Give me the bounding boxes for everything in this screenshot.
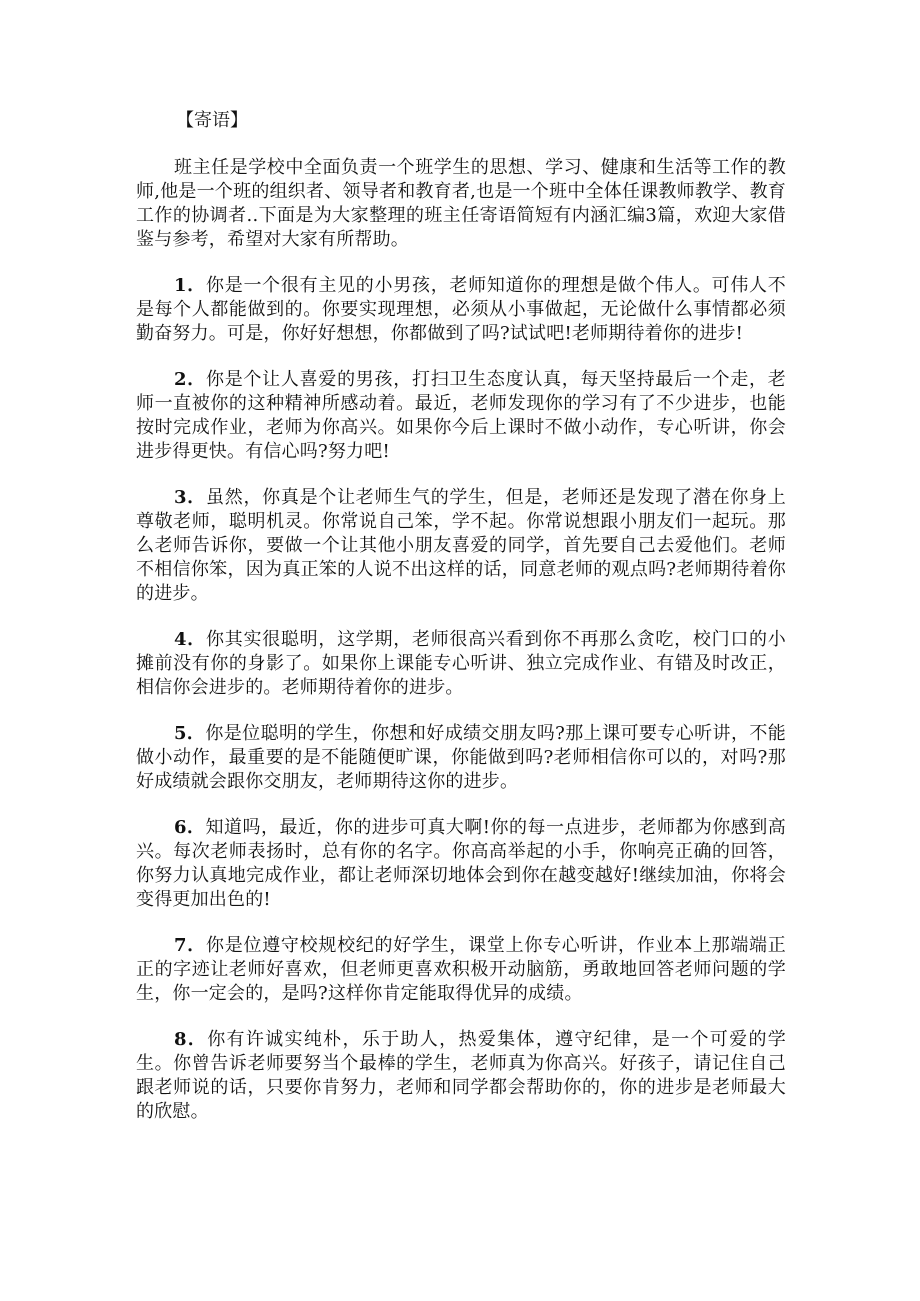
list-item bbox=[136, 722, 786, 794]
item-text: 你是一个很有主见的小男孩，老师知道你的理想是做个伟人。可伟人不是每个人都能做到的。你要实现理想，必须从小事做起，无论做什么事情都必须勤奋努力。可是，你好好想想，你都做到了吗?试试吧!老师期待着你的进步! bbox=[136, 275, 786, 344]
item-text: 虽然，你真是个让老师生气的学生，但是，老师还是发现了潜在你身上尊敬老师，聪明机灵。你常说自己笨，学不起。你常说想跟小朋友们一起玩。那么老师告诉你，要做一个让其他小朋友喜爱的同学，首先要自己去爱他们。老师不相信你笨，因为真正笨的人说不出这样的话，同意老师的观点吗?老师期待着你的进步。 bbox=[136, 487, 786, 604]
list-item bbox=[136, 628, 786, 700]
item-number: 4． bbox=[174, 629, 206, 650]
document-body bbox=[136, 108, 786, 1146]
intro-paragraph: 班主任是学校中全面负责一个班学生的思想、学习、健康和生活等工作的教师,他是一个班的组织者、领导者和教育者,也是一个班中全体任课教师教学、教育工作的协调者..下面是为大家整理的班主任寄语简短有内涵汇编3篇，欢迎大家借鉴与参考，希望对大家有所帮助。 bbox=[136, 157, 786, 250]
item-number: 3． bbox=[174, 487, 206, 508]
item-text: 你有许诚实纯朴，乐于助人，热爱集体，遵守纪律，是一个可爱的学生。你曾告诉老师要努当个最棒的学生，老师真为你高兴。好孩子，请记住自己跟老师说的话，只要你肯努力，老师和同学都会帮助你的，你的进步是老师最大的欣慰。 bbox=[136, 1029, 786, 1122]
list-item bbox=[136, 486, 786, 606]
item-number: 2． bbox=[174, 369, 206, 390]
list-item bbox=[136, 934, 786, 1006]
document-heading: 【寄语】 bbox=[176, 110, 248, 131]
item-text: 你是个让人喜爱的男孩，打扫卫生态度认真，每天坚持最后一个走，老师一直被你的这种精神所感动着。最近，老师发现你的学习有了不少进步，也能按时完成作业，老师为你高兴。如果你今后上课时不做小动作，专心听讲，你会进步得更快。有信心吗?努力吧! bbox=[136, 369, 786, 462]
list-item bbox=[136, 368, 786, 464]
item-text: 你是位聪明的学生，你想和好成绩交朋友吗?那上课可要专心听讲，不能做小动作，最重要的是不能随便旷课，你能做到吗?老师相信你可以的，对吗?那好成绩就会跟你交朋友，老师期待这你的进步。 bbox=[136, 723, 786, 792]
list-item bbox=[136, 274, 786, 346]
list-item bbox=[136, 816, 786, 912]
item-number: 7． bbox=[174, 935, 206, 956]
list-item bbox=[136, 1028, 786, 1124]
item-number: 5． bbox=[174, 723, 206, 744]
item-text: 你其实很聪明，这学期，老师很高兴看到你不再那么贪吃，校门口的小摊前没有你的身影了。如果你上课能专心听讲、独立完成作业、有错及时改正，相信你会进步的。老师期待着你的进步。 bbox=[136, 629, 786, 698]
item-number: 8． bbox=[174, 1029, 208, 1050]
item-number: 1． bbox=[174, 275, 206, 296]
item-number: 6． bbox=[174, 817, 206, 838]
item-text: 你是位遵守校规校纪的好学生，课堂上你专心听讲，作业本上那端端正正的字迹让老师好喜欢，但老师更喜欢积极开动脑筋，勇敢地回答老师问题的学生，你一定会的，是吗?这样你肯定能取得优异的成绩。 bbox=[136, 935, 786, 1004]
item-text: 知道吗，最近，你的进步可真大啊!你的每一点进步，老师都为你感到高兴。每次老师表扬时，总有你的名字。你高高举起的小手，你响亮正确的回答，你努力认真地完成作业，都让老师深切地体会到你在越变越好!继续加油，你将会变得更加出色的! bbox=[136, 817, 786, 910]
